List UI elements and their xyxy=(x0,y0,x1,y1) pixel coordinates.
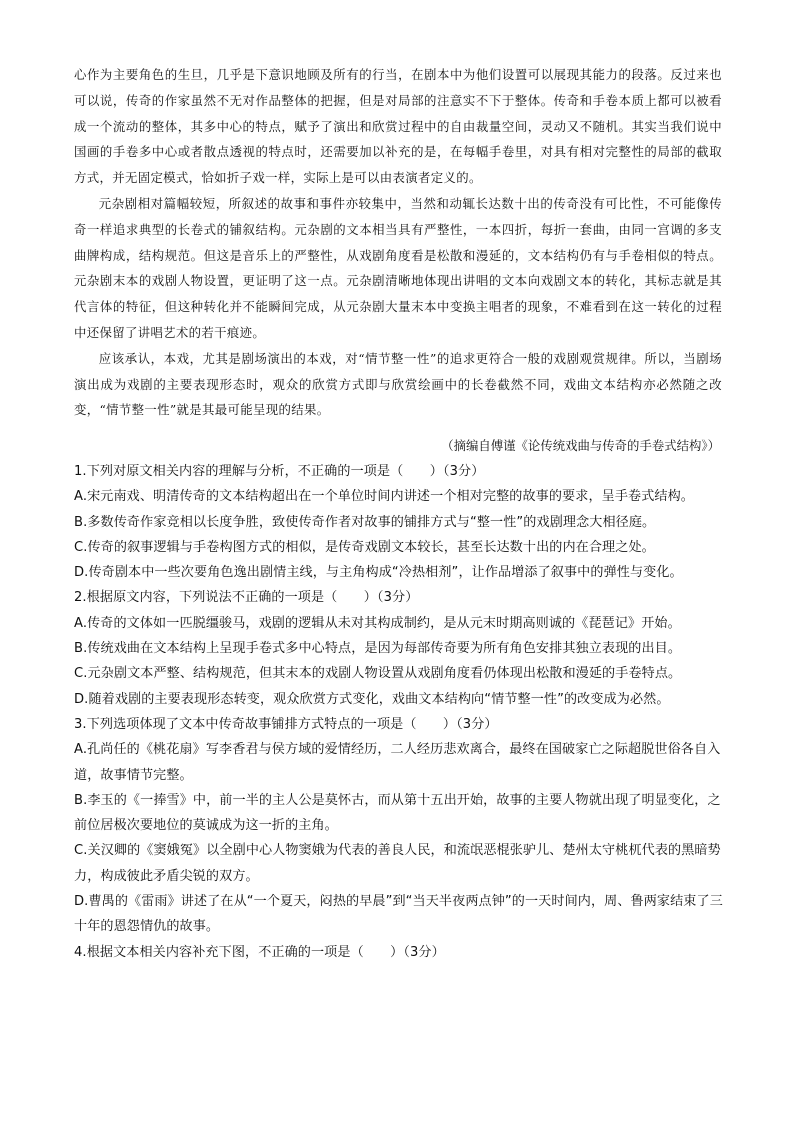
option-c: C.元杂剧文本严整、结构规范，但其末本的戏剧人物设置从戏剧角度看仍体现出松散和漫延的手卷特点。 xyxy=(74,666,682,682)
passage-paragraph: 应该承认，本戏，尤其是剧场演出的本戏，对“情节整一性”的追求更符合一般的戏剧观赏规律。所以，当剧场演出成为戏剧的主要表现形态时，观众的欣赏方式即与欣赏绘画中的长卷截然不同，戏曲文本结构亦必然随之改变，“情节整一性”就是其最可能呈现的结果。 xyxy=(74,350,722,418)
reading-passage xyxy=(74,62,722,423)
question-stem: 2.根据原文内容，下列说法不正确的一项是（ ）（3分） xyxy=(74,590,419,606)
option-d: D.随着戏剧的主要表现形态转变，观众欣赏方式变化，戏曲文本结构向“情节整一性”的改变成为必然。 xyxy=(74,691,670,707)
option-b: B.传统戏曲在文本结构上呈现手卷式多中心特点，是因为每部传奇要为所有角色安排其独立表现的出目。 xyxy=(74,641,682,657)
question-list xyxy=(74,459,726,965)
option-a: A.传奇的文体如一匹脱缰骏马，戏剧的逻辑从未对其构成制约，是从元末时期高则诚的《琵琶记》开始。 xyxy=(74,615,681,631)
option-a: A.孔尚任的《桃花扇》写李香君与侯方域的爱情经历，二人经历悲欢离合，最终在国破家亡之际超脱世俗各自入道，故事情节完整。 xyxy=(74,742,721,783)
option-d: D.曹禺的《雷雨》讲述了在从“一个夏天，闷热的早晨”到“当天半夜两点钟”的一天时间内，周、鲁两家结束了三十年的恩怨情仇的故事。 xyxy=(74,894,723,935)
passage-paragraph: 心作为主要角色的生旦，几乎是下意识地顾及所有的行当，在剧本中为他们设置可以展现其能力的段落。反过来也可以说，传奇的作家虽然不无对作品整体的把握，但是对局部的注意实不下于整体。传奇和手卷本质上都可以被看成一个流动的整体，其多中心的特点，赋予了演出和欣赏过程中的自由裁量空间，灵动又不随机。其实当我们说中国画的手卷多中心或者散点透视的特点时，还需要加以补充的是，在每幅手卷里，对具有相对完整性的局部的截取方式，并无固定模式，恰如折子戏一样，实际上是可以由表演者定义的。 xyxy=(74,67,722,186)
option-c: C.关汉卿的《窦娥冤》以全剧中心人物窦娥为代表的善良人民，和流氓恶棍张驴儿、楚州太守桃杌代表的黑暗势力，构成彼此矛盾尖锐的双方。 xyxy=(74,843,721,884)
passage-source: （摘编自傅谨《论传统戏曲与传奇的手卷式结构》） xyxy=(441,438,720,453)
option-b: B.多数传奇作家竞相以长度争胜，致使传奇作者对故事的铺排方式与“整一性”的戏剧理念大相径庭。 xyxy=(74,514,656,530)
option-d: D.传奇剧本中一些次要角色逸出剧情主线，与主角构成“冷热相剂”，让作品增添了叙事中的弹性与变化。 xyxy=(74,565,683,581)
question-stem: 4.根据文本相关内容补充下图，不正确的一项是（ ）（3分） xyxy=(74,944,445,960)
passage-paragraph: 元杂剧相对篇幅较短，所叙述的故事和事件亦较集中，当然和动辄长达数十出的传奇没有可比性，不可能像传奇一样追求典型的长卷式的铺叙结构。元杂剧的文本相当具有严整性，一本四折，每折一套曲，由同一宫调的多支曲牌构成，结构规范。但这是音乐上的严整性，从戏剧角度看是松散和漫延的，文本结构仍有与手卷相似的特点。元杂剧末本的戏剧人物设置，更证明了这一点。元杂剧清晰地体现出讲唱的文本向戏剧文本的转化，其标志就是其代言体的特征，但这种转化并不能瞬间完成，从元杂剧大量末本中变换主唱者的现象，不难看到在这一转化的过程中还保留了讲唱艺术的若干痕迹。 xyxy=(74,195,722,340)
option-c: C.传奇的叙事逻辑与手卷构图方式的相似，是传奇戏剧文本较长，甚至长达数十出的内在合理之处。 xyxy=(74,539,655,555)
option-b: B.李玉的《一捧雪》中，前一半的主人公是莫怀古，而从第十五出开始，故事的主要人物就出现了明显变化，之前位居极次要地位的莫诚成为这一折的主角。 xyxy=(74,792,721,834)
question-stem: 3.下列选项体现了文本中传奇故事铺排方式特点的一项是（ ）（3分） xyxy=(74,716,498,732)
question-stem: 1.下列对原文相关内容的理解与分析，不正确的一项是（ ）（3分） xyxy=(74,464,485,479)
option-a: A.宋元南戏、明清传奇的文本结构超出在一个单位时间内讲述一个相对完整的故事的要求，呈手卷式结构。 xyxy=(74,489,694,505)
